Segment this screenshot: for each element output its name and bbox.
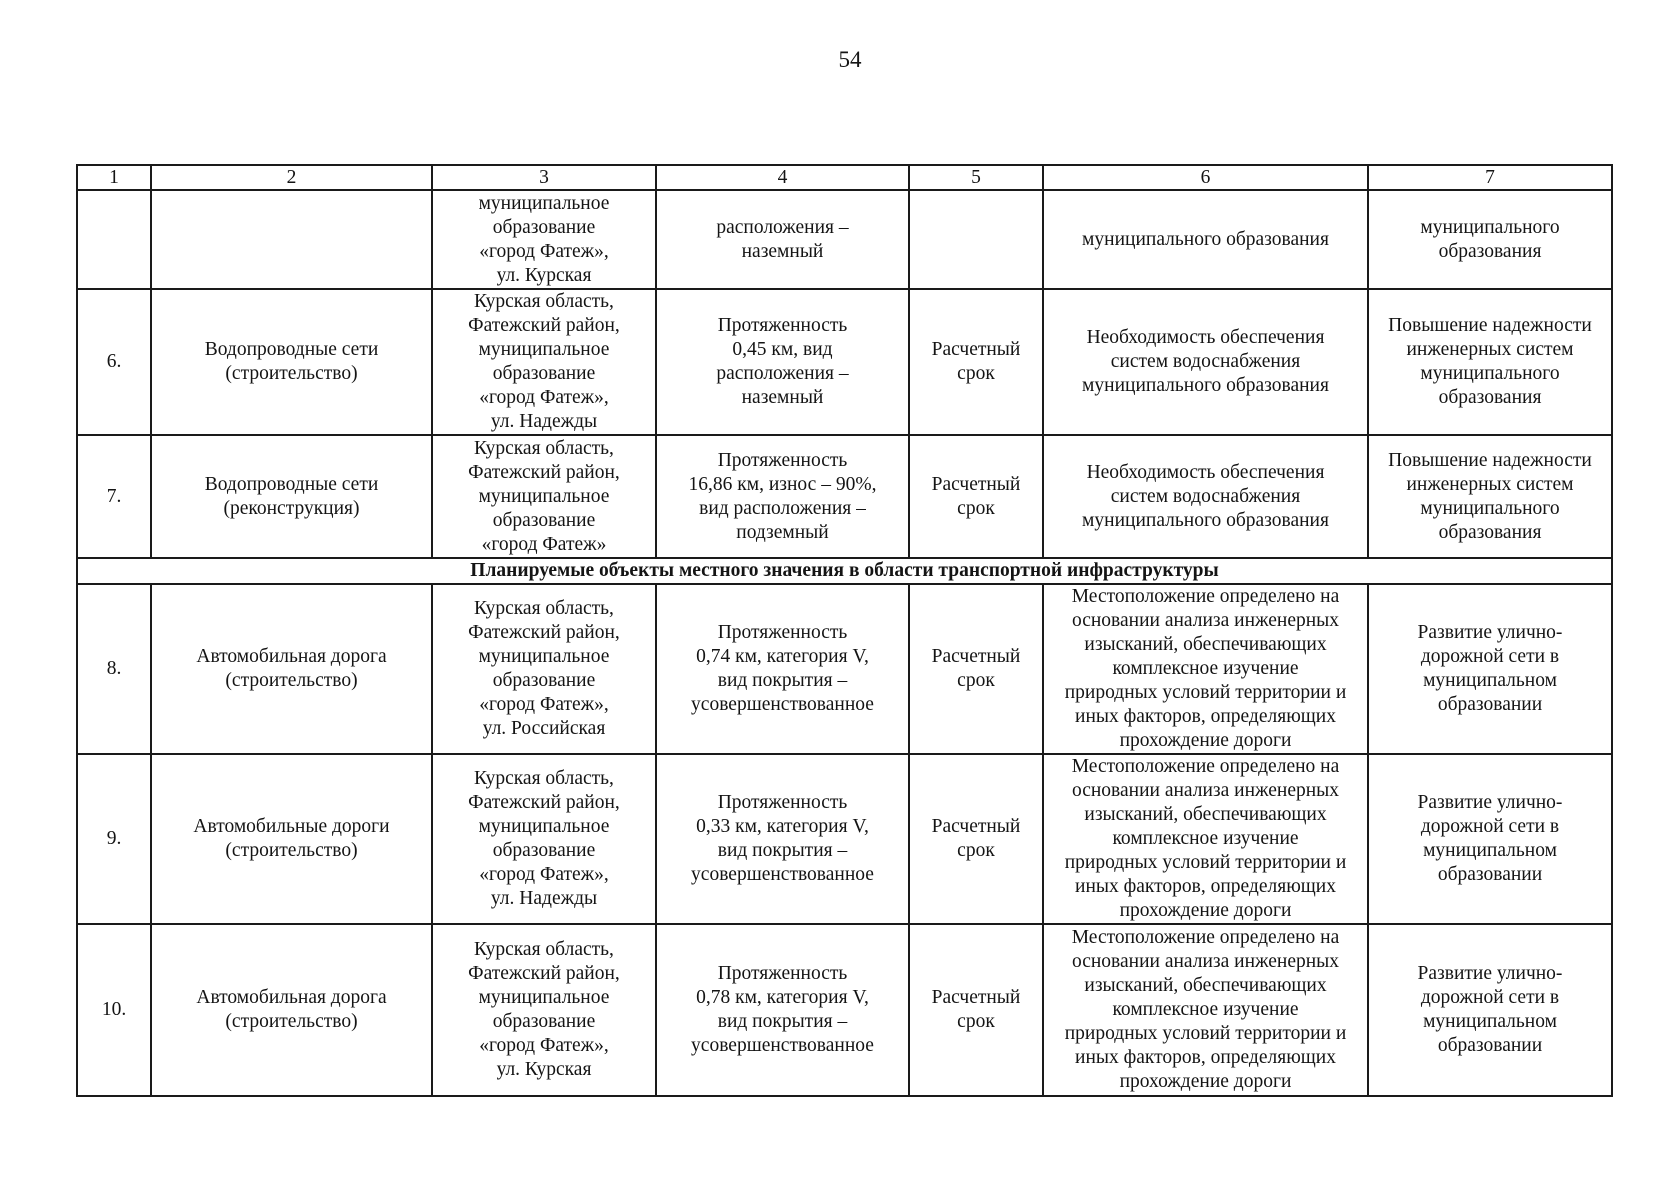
cell-characteristics: Протяженность 0,74 км, категория V, вид покрытия – усовершенствованное: [656, 584, 909, 754]
page-number: 54: [838, 47, 862, 72]
cell-justification: Необходимость обеспечения систем водоснабжения муниципального образования: [1043, 435, 1368, 558]
cell-location: Курская область, Фатежский район, муниципальное образование «город Фатеж», ул. Надежды: [432, 289, 656, 435]
cell-term: Расчетный срок: [909, 924, 1043, 1096]
section-heading: Планируемые объекты местного значения в области транспортной инфраструктуры: [77, 558, 1612, 584]
cell-number: 7.: [77, 435, 151, 558]
cell-location: Курская область, Фатежский район, муниципальное образование «город Фатеж», ул. Курская: [432, 924, 656, 1096]
column-header: 4: [656, 165, 909, 190]
cell-effect: Развитие улично- дорожной сети в муниципальном образовании: [1368, 754, 1612, 924]
cell-effect: Развитие улично- дорожной сети в муниципальном образовании: [1368, 584, 1612, 754]
cell-term: [909, 190, 1043, 289]
table-row: [77, 584, 1612, 754]
column-header: 6: [1043, 165, 1368, 190]
cell-object-name: Автомобильная дорога (строительство): [151, 584, 432, 754]
cell-characteristics: Протяженность 0,45 км, вид расположения – наземный: [656, 289, 909, 435]
cell-location: Курская область, Фатежский район, муниципальное образование «город Фатеж», ул. Российская: [432, 584, 656, 754]
cell-effect: Повышение надежности инженерных систем муниципального образования: [1368, 289, 1612, 435]
column-header: 1: [77, 165, 151, 190]
column-header: 5: [909, 165, 1043, 190]
cell-term: Расчетный срок: [909, 435, 1043, 558]
table-row: [77, 924, 1612, 1096]
cell-location: Курская область, Фатежский район, муниципальное образование «город Фатеж», ул. Надежды: [432, 754, 656, 924]
cell-object-name: Водопроводные сети (реконструкция): [151, 435, 432, 558]
column-header: 3: [432, 165, 656, 190]
column-header: 7: [1368, 165, 1612, 190]
cell-object-name: [151, 190, 432, 289]
cell-justification: Местоположение определено на основании анализа инженерных изысканий, обеспечивающих комплексное изучение природных условий территории и иных факторов, определяющих прохождение дороги: [1043, 584, 1368, 754]
cell-term: Расчетный срок: [909, 754, 1043, 924]
cell-term: Расчетный срок: [909, 289, 1043, 435]
cell-characteristics: Протяженность 0,33 км, категория V, вид покрытия – усовершенствованное: [656, 754, 909, 924]
section-heading-row: [77, 558, 1612, 584]
cell-term: Расчетный срок: [909, 584, 1043, 754]
cell-effect: муниципального образования: [1368, 190, 1612, 289]
cell-number: 6.: [77, 289, 151, 435]
cell-justification: Местоположение определено на основании анализа инженерных изысканий, обеспечивающих комплексное изучение природных условий территории и иных факторов, определяющих прохождение дороги: [1043, 754, 1368, 924]
header-row: [77, 165, 1612, 190]
table-row: [77, 190, 1612, 289]
cell-object-name: Автомобильные дороги (строительство): [151, 754, 432, 924]
column-header: 2: [151, 165, 432, 190]
cell-number: 10.: [77, 924, 151, 1096]
cell-effect: Повышение надежности инженерных систем муниципального образования: [1368, 435, 1612, 558]
table-row: [77, 289, 1612, 435]
cell-characteristics: Протяженность 0,78 км, категория V, вид покрытия – усовершенствованное: [656, 924, 909, 1096]
cell-location: муниципальное образование «город Фатеж», ул. Курская: [432, 190, 656, 289]
cell-number: 8.: [77, 584, 151, 754]
cell-number: [77, 190, 151, 289]
cell-characteristics: Протяженность 16,86 км, износ – 90%, вид расположения – подземный: [656, 435, 909, 558]
table-row: [77, 435, 1612, 558]
cell-justification: Необходимость обеспечения систем водоснабжения муниципального образования: [1043, 289, 1368, 435]
table-row: [77, 754, 1612, 924]
objects-table: [76, 164, 1613, 1097]
cell-justification: муниципального образования: [1043, 190, 1368, 289]
cell-effect: Развитие улично- дорожной сети в муниципальном образовании: [1368, 924, 1612, 1096]
cell-object-name: Водопроводные сети (строительство): [151, 289, 432, 435]
cell-characteristics: расположения – наземный: [656, 190, 909, 289]
cell-justification: Местоположение определено на основании анализа инженерных изысканий, обеспечивающих комплексное изучение природных условий территории и иных факторов, определяющих прохождение дороги: [1043, 924, 1368, 1096]
cell-object-name: Автомобильная дорога (строительство): [151, 924, 432, 1096]
cell-location: Курская область, Фатежский район, муниципальное образование «город Фатеж»: [432, 435, 656, 558]
cell-number: 9.: [77, 754, 151, 924]
